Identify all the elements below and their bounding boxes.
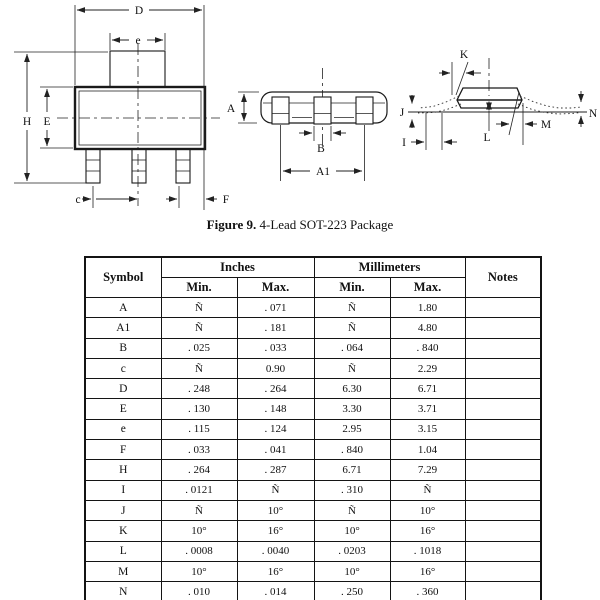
cell-mm-min: . 840 (314, 440, 390, 460)
cell-mm-max: 4.80 (390, 318, 465, 338)
table-row (85, 318, 541, 338)
cell-inches-max: . 287 (237, 460, 314, 480)
cell-notes (465, 419, 541, 439)
cell-notes (465, 480, 541, 500)
cell-notes (465, 541, 541, 561)
cell-notes (465, 440, 541, 460)
dim-label-E: E (43, 116, 51, 128)
bottom-view-diagram (227, 68, 387, 181)
cell-mm-min: . 0203 (314, 541, 390, 561)
table-row (85, 338, 541, 358)
cell-symbol: M (85, 561, 161, 581)
header-mm-max: Max. (390, 278, 465, 298)
dim-label-D: D (134, 5, 144, 17)
cell-mm-min: 2.95 (314, 419, 390, 439)
cell-notes (465, 582, 541, 600)
table-row (85, 582, 541, 600)
cell-notes (465, 338, 541, 358)
cell-inches-min: . 248 (161, 379, 237, 399)
cell-notes (465, 561, 541, 581)
table-row (85, 440, 541, 460)
cell-mm-min: . 310 (314, 480, 390, 500)
cell-inches-min: . 115 (161, 419, 237, 439)
dimension-table-header (85, 257, 541, 298)
cell-inches-min: . 025 (161, 338, 237, 358)
cell-notes (465, 379, 541, 399)
header-inches-min: Min. (161, 278, 237, 298)
cell-notes (465, 318, 541, 338)
cell-inches-max: . 041 (237, 440, 314, 460)
cell-inches-min: . 010 (161, 582, 237, 600)
cell-mm-max: 6.71 (390, 379, 465, 399)
top-view-diagram (14, 5, 229, 210)
cell-inches-min: . 033 (161, 440, 237, 460)
cell-mm-max: 16° (390, 521, 465, 541)
cell-inches-min: . 0121 (161, 480, 237, 500)
dim-label-J: J (399, 107, 405, 119)
cell-inches-max: . 033 (237, 338, 314, 358)
cell-symbol: A1 (85, 318, 161, 338)
cell-notes (465, 399, 541, 419)
table-row (85, 298, 541, 318)
cell-symbol: A (85, 298, 161, 318)
cell-symbol: K (85, 521, 161, 541)
dim-label-A: A (226, 103, 236, 115)
header-symbol: Symbol (85, 257, 161, 298)
cell-symbol: N (85, 582, 161, 600)
cell-inches-min: Ñ (161, 318, 237, 338)
dimension-table (84, 256, 542, 600)
dim-label-F: F (222, 194, 230, 206)
cell-inches-max: . 148 (237, 399, 314, 419)
header-mm-min: Min. (314, 278, 390, 298)
cell-symbol: E (85, 399, 161, 419)
cell-symbol: J (85, 500, 161, 520)
table-row (85, 358, 541, 378)
cell-mm-min: Ñ (314, 500, 390, 520)
cell-notes (465, 500, 541, 520)
header-inches-max: Max. (237, 278, 314, 298)
dim-label-H: H (22, 116, 32, 128)
figure-caption (0, 217, 600, 233)
dim-label-L: L (483, 132, 491, 144)
cell-symbol: L (85, 541, 161, 561)
cell-inches-min: 10° (161, 521, 237, 541)
cell-inches-max: . 181 (237, 318, 314, 338)
dim-label-K: K (459, 49, 469, 61)
cell-inches-min: . 264 (161, 460, 237, 480)
cell-symbol: D (85, 379, 161, 399)
cell-inches-max: . 124 (237, 419, 314, 439)
cell-mm-min: 10° (314, 521, 390, 541)
table-row (85, 541, 541, 561)
cell-inches-max: Ñ (237, 480, 314, 500)
cell-symbol: H (85, 460, 161, 480)
cell-inches-max: . 014 (237, 582, 314, 600)
table-row (85, 561, 541, 581)
cell-mm-max: 16° (390, 561, 465, 581)
dim-label-A1: A1 (315, 166, 331, 178)
cell-inches-max: . 071 (237, 298, 314, 318)
table-row (85, 500, 541, 520)
cell-mm-max: 2.29 (390, 358, 465, 378)
dim-label-e: e (135, 35, 141, 47)
cell-notes (465, 460, 541, 480)
table-row (85, 460, 541, 480)
cell-symbol: c (85, 358, 161, 378)
cell-inches-max: 0.90 (237, 358, 314, 378)
cell-mm-max: . 360 (390, 582, 465, 600)
dimension-table-body (85, 298, 541, 600)
cell-inches-max: 10° (237, 500, 314, 520)
cell-inches-min: . 130 (161, 399, 237, 419)
dim-label-M: M (540, 119, 552, 131)
cell-symbol: B (85, 338, 161, 358)
header-inches: Inches (161, 257, 314, 278)
cell-symbol: I (85, 480, 161, 500)
header-millimeters: Millimeters (314, 257, 465, 278)
dim-label-N: N (588, 108, 598, 120)
cell-mm-min: 3.30 (314, 399, 390, 419)
dimension-table-container (84, 256, 542, 600)
cell-mm-min: . 250 (314, 582, 390, 600)
cell-notes (465, 521, 541, 541)
cell-inches-max: . 0040 (237, 541, 314, 561)
cell-symbol: F (85, 440, 161, 460)
figure-caption-number: Figure 9. (206, 217, 257, 232)
cell-inches-max: 16° (237, 561, 314, 581)
cell-mm-max: 10° (390, 500, 465, 520)
header-notes: Notes (465, 257, 541, 298)
cell-notes (465, 358, 541, 378)
cell-symbol: e (85, 419, 161, 439)
package-drawings (0, 0, 600, 248)
dim-label-I: I (402, 137, 406, 149)
cell-mm-min: Ñ (314, 358, 390, 378)
cell-mm-min: Ñ (314, 318, 390, 338)
table-row (85, 419, 541, 439)
cell-inches-min: Ñ (161, 358, 237, 378)
cell-mm-max: 7.29 (390, 460, 465, 480)
table-row (85, 480, 541, 500)
cell-inches-max: . 264 (237, 379, 314, 399)
dim-label-c: c (75, 194, 81, 206)
cell-mm-max: 3.15 (390, 419, 465, 439)
cell-mm-min: 6.71 (314, 460, 390, 480)
cell-mm-max: 1.80 (390, 298, 465, 318)
cell-mm-min: 10° (314, 561, 390, 581)
cell-mm-max: . 840 (390, 338, 465, 358)
dim-label-B: B (317, 143, 325, 155)
cell-inches-min: . 0008 (161, 541, 237, 561)
cell-inches-min: 10° (161, 561, 237, 581)
table-row (85, 521, 541, 541)
cell-inches-max: 16° (237, 521, 314, 541)
table-row (85, 379, 541, 399)
cell-mm-max: 1.04 (390, 440, 465, 460)
cell-mm-min: 6.30 (314, 379, 390, 399)
side-view-diagram (400, 49, 598, 150)
cell-mm-min: Ñ (314, 298, 390, 318)
figure-caption-text: 4-Lead SOT-223 Package (256, 217, 394, 232)
cell-inches-min: Ñ (161, 500, 237, 520)
cell-notes (465, 298, 541, 318)
table-row (85, 399, 541, 419)
cell-mm-max: . 1018 (390, 541, 465, 561)
cell-mm-min: . 064 (314, 338, 390, 358)
cell-mm-max: Ñ (390, 480, 465, 500)
cell-inches-min: Ñ (161, 298, 237, 318)
cell-mm-max: 3.71 (390, 399, 465, 419)
